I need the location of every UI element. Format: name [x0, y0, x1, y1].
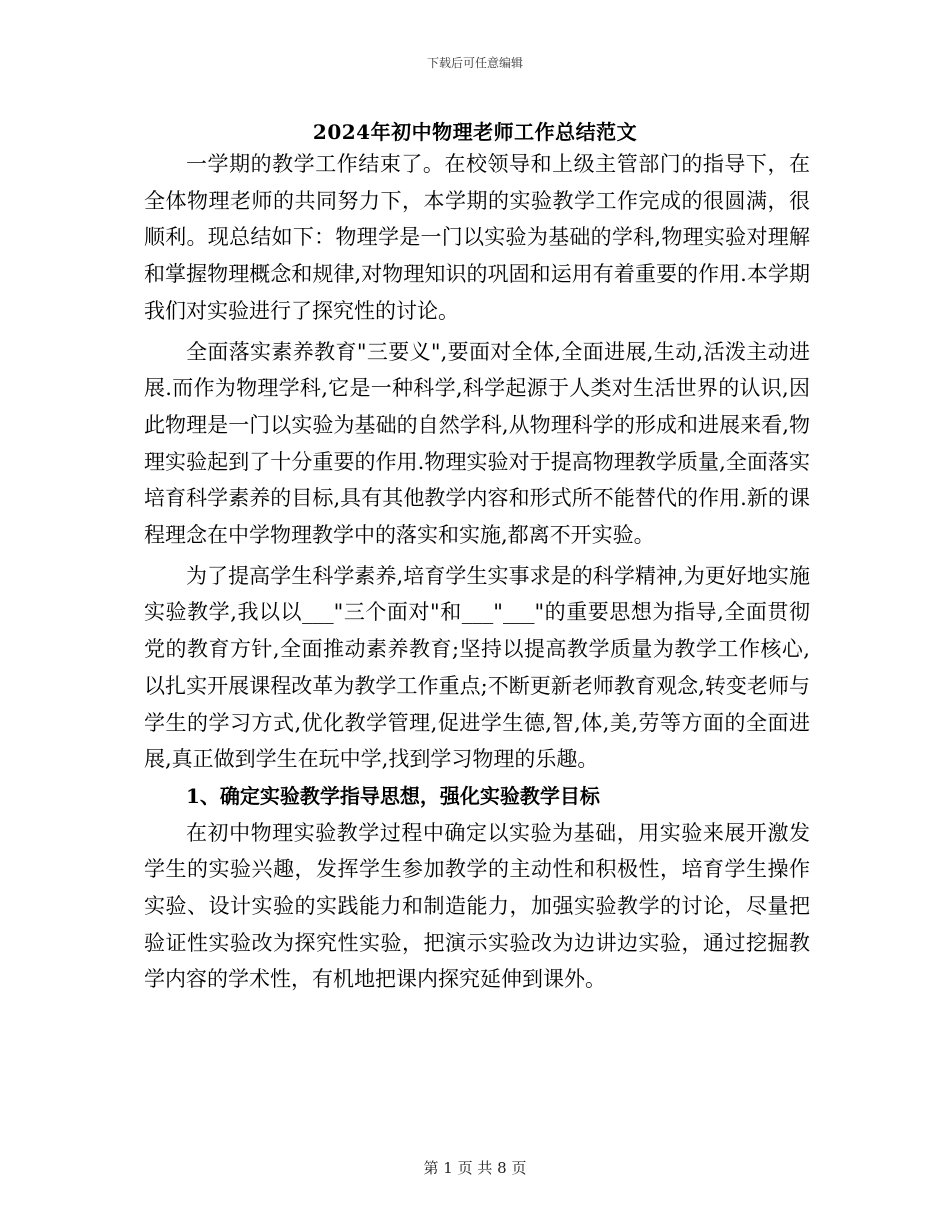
page-header-note: 下载后可任意编辑 [426, 56, 523, 70]
section-1-heading: 1、确定实验教学指导思想，强化实验教学目标 [186, 783, 600, 808]
document-body [144, 146, 810, 998]
paragraph-3: 为了提高学生科学素养,培育学生实事求是的科学精神,为更好地实施实验教学,我以以___"三个面对"和___"___"的重要思想为指导,全面贯彻党的教育方针,全面推动素养教育;坚持以提高教学质量为教学工作核心,以扎实开展课程改革为教学工作重点;不断更新老师教育观念,转变老师与学生的学习方式,优化教学管理,促进学生德,智,体,美,劳等方面的全面进展,真正做到学生在玩中学,找到学习物理的乐趣。 [144, 563, 810, 772]
section-1-paragraph: 在初中物理实验教学过程中确定以实验为基础，用实验来展开激发学生的实验兴趣，发挥学生参加教学的主动性和积极性，培育学生操作实验、设计实验的实践能力和制造能力，加强实验教学的讨论，尽量把验证性实验改为探究性实验，把演示实验改为边讲边实验，通过挖掘教学内容的学术性，有机地把课内探究延伸到课外。 [144, 820, 810, 992]
paragraph-1: 一学期的教学工作结束了。在校领导和上级主管部门的指导下，在全体物理老师的共同努力下，本学期的实验教学工作完成的很圆满，很顺利。现总结如下：物理学是一门以实验为基础的学科,物理实验对理解和掌握物理概念和规律,对物理知识的巩固和运用有着重要的作用.本学期我们对实验进行了探究性的讨论。 [144, 152, 810, 323]
paragraph-2: 全面落实素养教育"三要义",要面对全体,全面进展,生动,活泼主动进展.而作为物理学科,它是一种科学,科学起源于人类对生活世界的认识,因此物理是一门以实验为基础的自然学科,从物理科学的形成和进展来看,物理实验起到了十分重要的作用.物理实验对于提高物理教学质量,全面落实培育科学素养的目标,具有其他教学内容和形式所不能替代的作用.新的课程理念在中学物理教学中的落实和实施,都离不开实验。 [144, 339, 810, 548]
document-title: 2024年初中物理老师工作总结范文 [312, 120, 638, 144]
page-number: 第 1 页 共 8 页 [423, 1159, 527, 1177]
